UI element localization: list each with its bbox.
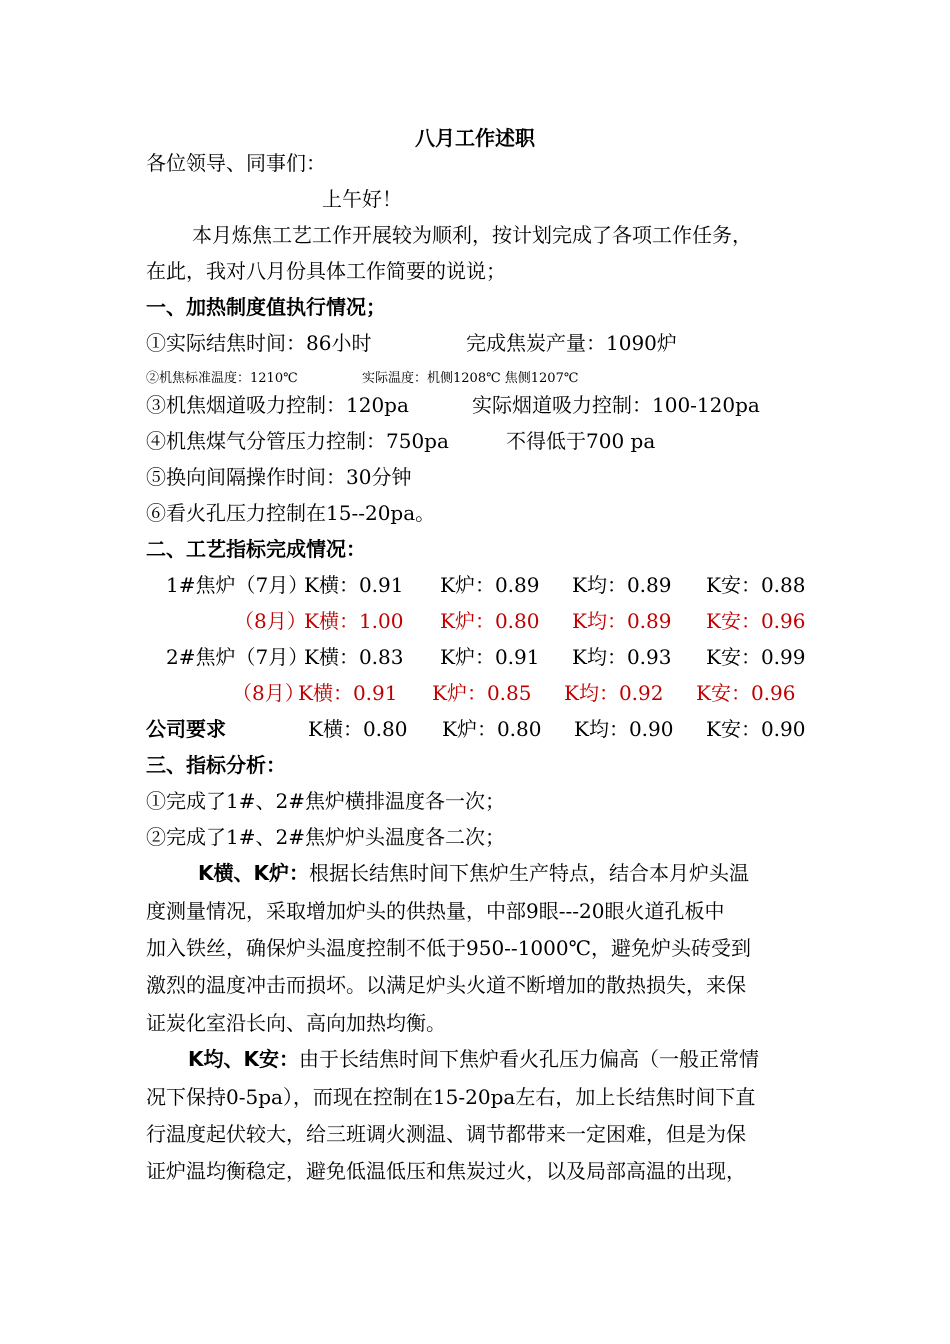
k-lu: K炉：0.89 [440, 573, 540, 597]
k-heng: K横：0.83 [304, 645, 404, 669]
index-row-3 [146, 644, 806, 670]
item-2-a: ②机焦标准温度：1210℃ [146, 371, 298, 386]
section3-item-1: ①完成了1#、2#焦炉横排温度各一次； [146, 789, 505, 813]
section2-heading: 二、工艺指标完成情况： [146, 537, 366, 561]
k-lu: K炉：0.91 [440, 645, 540, 669]
section3-item-2: ②完成了1#、2#焦炉炉头温度各二次； [146, 825, 505, 849]
analysis-p1-line-2: 度测量情况，采取增加炉头的供热量，中部9眼---20眼火道孔板中 [146, 899, 725, 923]
row-label: 1#焦炉（7月） [166, 573, 309, 597]
index-row-2 [146, 608, 806, 634]
item-2-b: 实际温度：机侧1208℃ 焦侧1207℃ [362, 371, 579, 386]
intro-line-2: 在此，我对八月份具体工作简要的说说； [146, 259, 506, 283]
section1-item-5: ⑤换向间隔操作时间：30分钟 [146, 465, 412, 489]
k-an: K安：0.96 [706, 609, 806, 633]
analysis-p1-line-5: 证炭化室沿长向、高向加热均衡。 [146, 1011, 446, 1035]
k-lu: K炉：0.85 [432, 681, 532, 705]
requirement-label: 公司要求 [146, 717, 226, 741]
analysis-p1-line-4: 激烈的温度冲击而损坏。以满足炉头火道不断增加的散热损失，来保 [146, 973, 746, 997]
k-an: K安：0.90 [706, 717, 806, 741]
index-row-4 [146, 680, 806, 706]
document-title: 八月工作述职 [415, 126, 535, 150]
item-4-a: ④机焦煤气分管压力控制：750pa [146, 429, 449, 453]
k-an: K安：0.88 [706, 573, 806, 597]
analysis-p1-line-3: 加入铁丝，确保炉头温度控制不低于950--1000℃，避免炉头砖受到 [146, 936, 751, 960]
row-label: 2#焦炉（7月） [166, 645, 309, 669]
k-jun: K均：0.89 [572, 609, 672, 633]
section1-heading: 一、加热制度值执行情况； [146, 295, 386, 319]
k-lu: K炉：0.80 [442, 717, 542, 741]
analysis-p2-line-3: 行温度起伏较大，给三班调火测温、调节都带来一定困难，但是为保 [146, 1122, 746, 1146]
analysis-p1-line-1: K横、K炉：根据长结焦时间下焦炉生产特点，结合本月炉头温 [198, 861, 749, 885]
k-jun: K均：0.89 [572, 573, 672, 597]
k-jun: K均：0.93 [572, 645, 672, 669]
greeting: 各位领导、同事们： [146, 151, 326, 175]
item-1-a: ①实际结焦时间：86小时 [146, 331, 372, 355]
k-heng: K横：0.80 [308, 717, 408, 741]
section1-item-1 [146, 330, 806, 356]
row-label: （8月） [232, 681, 305, 705]
analysis-p2-line-4: 证炉温均衡稳定，避免低温低压和焦炭过火，以及局部高温的出现， [146, 1159, 746, 1183]
section1-item-2 [146, 370, 806, 388]
item-3-a: ③机焦烟道吸力控制：120pa [146, 393, 409, 417]
item-3-b: 实际烟道吸力控制：100-120pa [472, 393, 760, 417]
analysis-p2-lead: K均、K安： [188, 1047, 299, 1071]
k-an: K安：0.99 [706, 645, 806, 669]
requirement-row [146, 716, 806, 742]
k-heng: K横：0.91 [304, 573, 404, 597]
item-1-b: 完成焦炭产量：1090炉 [466, 331, 677, 355]
analysis-p2-line-2: 况下保持0-5pa），而现在控制在15-20pa左右，加上长结焦时间下直 [146, 1085, 756, 1109]
k-jun: K均：0.92 [564, 681, 664, 705]
analysis-p1-lead: K横、K炉： [198, 861, 309, 885]
k-jun: K均：0.90 [574, 717, 674, 741]
section3-heading: 三、指标分析： [146, 753, 286, 777]
k-lu: K炉：0.80 [440, 609, 540, 633]
k-heng: K横：1.00 [304, 609, 404, 633]
intro-line-1: 本月炼焦工艺工作开展较为顺利，按计划完成了各项工作任务， [192, 223, 752, 247]
section1-item-3 [146, 392, 806, 418]
item-4-b: 不得低于700 pa [506, 429, 656, 453]
k-heng: K横：0.91 [298, 681, 398, 705]
k-an: K安：0.96 [696, 681, 796, 705]
row-label: （8月） [234, 609, 307, 633]
index-row-1 [146, 572, 806, 598]
section1-item-6: ⑥看火孔压力控制在15--20pa。 [146, 501, 436, 525]
section1-item-4 [146, 428, 806, 454]
salutation: 上午好！ [322, 187, 402, 211]
analysis-p2-line-1: K均、K安：由于长结焦时间下焦炉看火孔压力偏高（一般正常情 [188, 1047, 759, 1071]
